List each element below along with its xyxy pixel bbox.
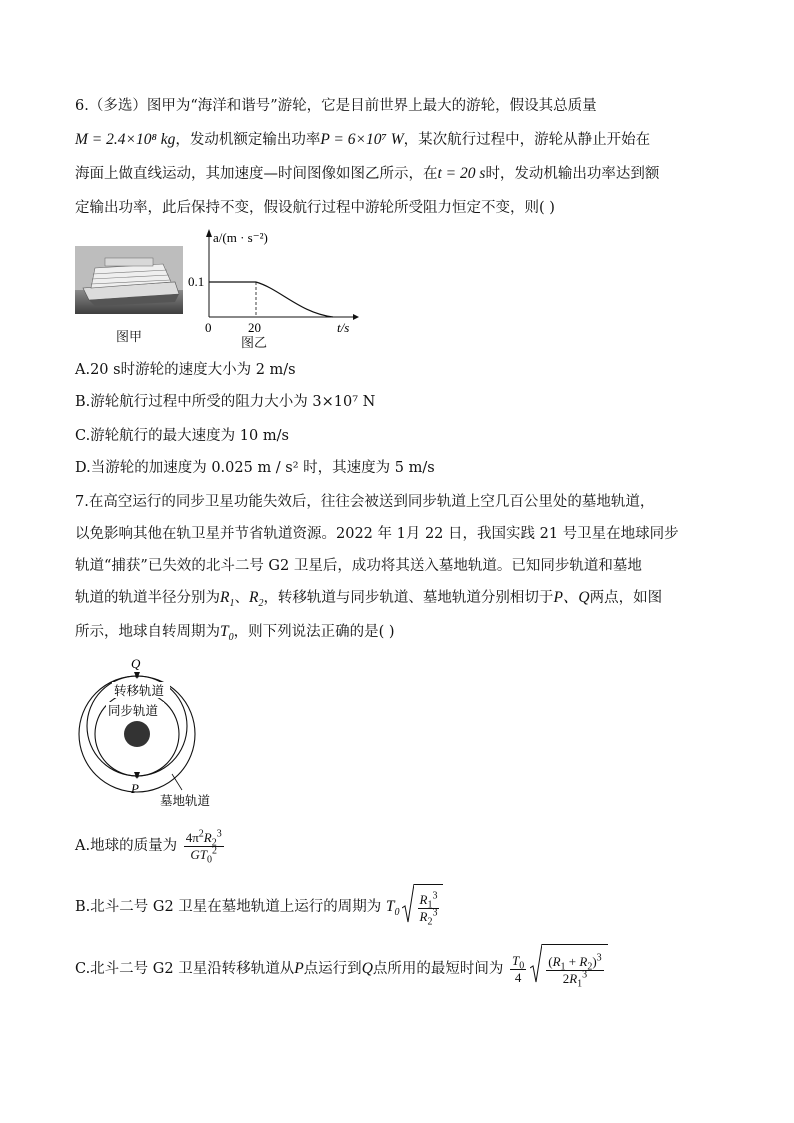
x-axis-label: t/s [337,320,350,335]
time-formula-sqrt: $\frac{(R_1 + R_2)^3}{2R_1^3}$ [530,944,607,994]
q6-time: t = 20 s [437,165,486,182]
label-graveyard-orbit: 墓地轨道 [160,793,211,808]
sym-pq: P、Q [553,589,590,606]
label-p: P [131,781,139,796]
y-axis-arrow [206,229,212,237]
q7-line-1: 7.在高空运行的同步卫星功能失效后，往往会被送到同步轨道上空几百公里处的墓地轨道， [75,494,655,510]
sym-r2: $R_2$ [248,589,264,610]
q7-line-4: 轨道的轨道半径分别为$R_1$、$R_2$，转移轨道与同步轨道、墓地轨道分别相切于P、Q两点，如图 [75,589,663,610]
acceleration-time-graph [185,225,365,350]
x-tick-label: 20 [248,320,261,335]
q6-mass: M = 2.4×10⁸ kg [75,131,176,148]
x-axis-arrow [353,314,359,320]
mass-formula: $\frac{4\pi^2R_2^3}{GT_0^2}$ [185,828,222,866]
q6-option-c: C.游轮航行的最大速度为 10 m/s [75,428,289,444]
caption-figure-a: 图甲 [116,330,143,345]
sqrt-formula: $\frac{R_1^3}{R_2^3}$ [402,884,444,930]
label-transfer-orbit: 转移轨道 [114,683,165,698]
y-tick-label: 0.1 [188,274,205,289]
caption-figure-b: 图乙 [241,336,268,351]
origin-label: 0 [205,320,212,335]
q7-line-2: 以免影响其他在轨卫星并节省轨道资源。2022 年 1月 22 日，我国实践 21 号卫星在地球同步 [75,526,679,542]
q6-option-a: A.20 s时游轮的速度大小为 2 m/s [75,362,296,378]
q6-line-4: 定输出功率，此后保持不变，假设航行过程中游轮所受阻力恒定不变，则( ) [75,200,555,216]
cruise-ship-photo [75,246,183,314]
sym-t0: $T_0$ [220,623,234,644]
sym-r1: $R_1$ [220,589,235,610]
y-axis-label: a/(m · s⁻²) [213,230,268,245]
period-formula-t0: $T_0$ [385,898,400,919]
q7-option-c: C.北斗二号 G2 卫星沿转移轨道从P点运行到Q点所用的最短时间为 $\frac{T_0}{4}$ $\frac{(R_1 + R_2)^3}{2R_1^3}$ [75,944,608,994]
q6-power: P = 6×10⁷ W [320,131,404,148]
q7-line-3: 轨道“捕获”已失效的北斗二号 G2 卫星后，成功将其送入墓地轨道。已知同步轨道和墓地 [75,558,642,574]
q7-option-a: A.地球的质量为 $\frac{4\pi^2R_2^3}{GT_0^2}$ [75,828,222,866]
q6-option-d: D.当游轮的加速度为 0.025 m / s² 时，其速度为 5 m/s [75,460,435,476]
q6-option-b: B.游轮航行过程中所受的阻力大小为 3×10⁷ N [75,394,376,410]
label-sync-orbit: 同步轨道 [108,703,159,718]
q6-line-1: 6.（多选）图甲为“海洋和谐号”游轮，它是目前世界上最大的游轮，假设其总质量 [75,98,597,114]
time-formula-coefficient: $\frac{T_0}{4}$ [512,952,525,985]
decay-curve [256,282,333,317]
q6-line-3: 海面上做直线运动，其加速度—时间图像如图乙所示，在t = 20 s时，发动机输出功率达到额 [75,165,660,182]
label-q: Q [131,656,141,671]
earth-icon [124,721,150,747]
q6-line-2: M = 2.4×10⁸ kg，发动机额定输出功率P = 6×10⁷ W，某次航行过程中，游轮从静止开始在 [75,131,651,148]
orbit-diagram [72,652,252,812]
q7-line-5: 所示，地球自转周期为$T_0$，则下列说法正确的是( ) [75,623,395,644]
q7-option-b: B.北斗二号 G2 卫星在墓地轨道上运行的周期为 $T_0$ $\frac{R_1^3}{R_2^3}$ [75,884,443,930]
